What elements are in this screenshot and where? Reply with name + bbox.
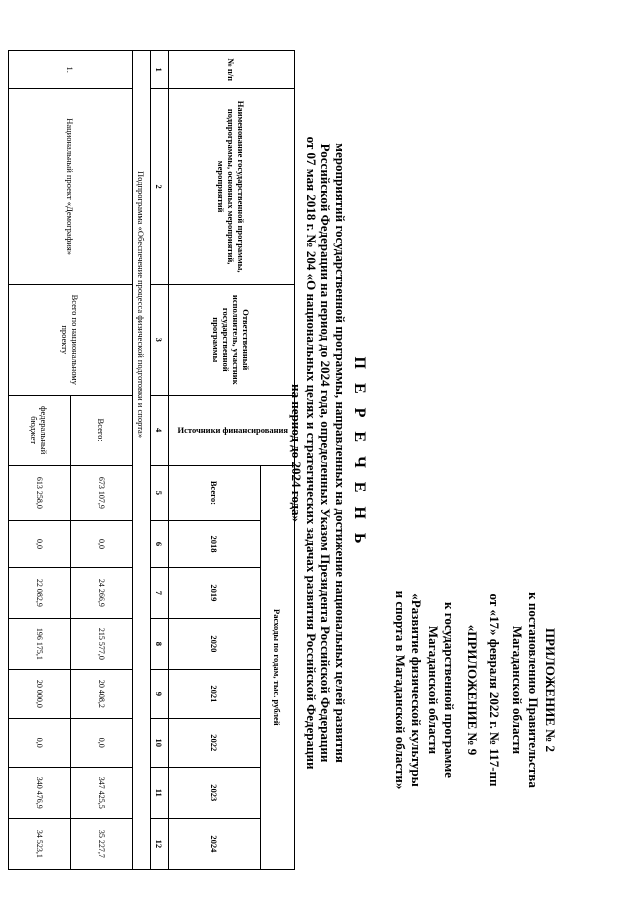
col-number: 3 [151,284,169,395]
row-name: Национальный проект «Демография» [9,89,133,285]
appendix-line: Магаданской области [510,625,525,755]
col-number: 9 [151,669,169,718]
col-number: 1 [151,51,169,89]
value-cell: 35 227,7 [71,818,133,869]
value-cell: 0,0 [9,521,71,568]
subtitle-line: Российской Федерации на период до 2024 года, определенных Указом Президента Российской Федерации [318,143,334,763]
value-cell: 215 577,0 [71,618,133,669]
header-year: 2018 [169,521,261,568]
value-cell: 196 175,1 [9,618,71,669]
document-subtitle [289,28,347,878]
header-year: 2021 [169,669,261,718]
row-source: федеральный бюджет [9,395,71,465]
table-row [71,51,133,870]
col-number: 5 [151,465,169,520]
header-executor: Ответственный исполнитель, участник государственной программы [169,284,295,395]
col-number: 10 [151,718,169,767]
subtitle-line: на период до 2024 года» [289,383,305,523]
header-source-label: Источники финансирования [177,425,288,436]
col-number: 4 [151,395,169,465]
header-year: 2023 [169,767,261,818]
col-number: 12 [151,818,169,869]
subtitle-line: мероприятий государственной программы, направленных на достижение национальных целей развития [333,143,348,763]
column-numbers-row [151,51,169,870]
value-cell: 0,0 [71,521,133,568]
header-year: 2020 [169,618,261,669]
document-title: П Е Р Е Ч Е Н Ь [351,356,368,549]
appendix-line: Магаданской области [426,625,441,755]
row-source: Всего: [71,395,133,465]
appendix-line: к государственной программе [442,602,458,778]
header-expenses: Расходы по годам, тыс. рублей [261,465,295,869]
value-cell: 34 523,1 [9,818,71,869]
row-num: 1. [9,51,133,89]
appendix-line: «Развитие физической культуры [409,593,425,787]
appendix-line: ПРИЛОЖЕНИЕ № 2 [543,627,558,753]
col-number: 7 [151,567,169,618]
header-year: 2019 [169,567,261,618]
measures-table [8,50,295,870]
header-year: 2024 [169,818,261,869]
value-cell: 613 258,0 [9,465,71,520]
value-cell: 340 476,9 [9,767,71,818]
subprogram-title: Подпрограмма «Обеспечение процесса физической подготовки и спорта» [133,51,151,870]
value-cell: 20 000,0 [9,669,71,718]
col-number: 2 [151,89,169,285]
col-number: 8 [151,618,169,669]
subtitle-line: от 07 мая 2018 г. № 204 «О национальных целях и стратегических задачах развития Российской Федерации [304,136,319,770]
row-executor: Всего по национальному проекту [9,284,133,395]
appendix-line: к постановлению Правительства [526,592,542,788]
header-total: Всего: [169,465,261,520]
appendix-header-2 [392,525,481,855]
subprogram-row [133,51,151,870]
appendix-line: и спорта в Магаданской области» [393,590,408,790]
value-cell: 24 266,9 [71,567,133,618]
value-cell: 673 107,9 [71,465,133,520]
header-year: 2022 [169,718,261,767]
appendix-line: от «17» февраля 2022 г. № 117-пп [487,593,503,787]
col-number: 6 [151,521,169,568]
header-name: Наименование государственной программы, подпрограммы, основных мероприятий, мероприятий [169,89,295,285]
value-cell: 347 425,5 [71,767,133,818]
appendix-header [486,525,558,855]
col-number: 11 [151,767,169,818]
header-num: № п/п [169,51,295,89]
header-source [169,395,295,465]
value-cell: 0,0 [9,718,71,767]
appendix-line: «ПРИЛОЖЕНИЕ № 9 [465,624,480,756]
value-cell: 20 408,2 [71,669,133,718]
value-cell: 0,0 [71,718,133,767]
value-cell: 22 082,9 [9,567,71,618]
